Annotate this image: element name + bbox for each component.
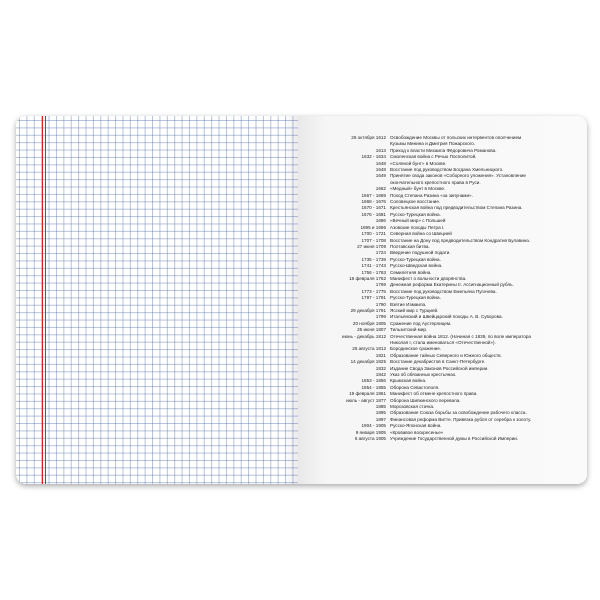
timeline-date: 1648 — [375, 167, 386, 173]
timeline-event: Полтавская битва. — [390, 243, 430, 249]
timeline-row — [300, 334, 583, 347]
timeline-date: 1695 и 1696 — [360, 224, 386, 230]
timeline-event: Взятие Измаила. — [390, 301, 427, 307]
grid-page — [16, 116, 298, 484]
timeline-date: 14 декабря 1825 — [350, 359, 386, 365]
timeline-date: 1700 - 1721 — [361, 231, 386, 237]
timeline-event: Денежная реформа Екатерины II. Ассигнационный рубль. — [390, 282, 514, 288]
timeline-date: 26 октября 1612 — [351, 135, 386, 140]
timeline-date: 1613 — [375, 147, 386, 153]
timeline-event: Русско-Турецкая война. — [390, 256, 441, 262]
timeline-date: 1769 — [375, 282, 386, 288]
timeline-event: Русско-Турецкая война. — [390, 295, 441, 301]
timeline-date: 1799 — [375, 314, 386, 320]
timeline-event: Принятие свода законов «Соборного уложения». Установление окончательного крепостного права в Руси. — [390, 173, 526, 185]
timeline-event: Бородинское сражение. — [390, 346, 442, 352]
timeline-event: Указ об обязанных крестьянах. — [390, 372, 457, 378]
timeline-event: Отечественная война 1812. (Начиная с 1839, по воле императора Николая I, стала именоваться «Отечественной»). — [390, 333, 531, 345]
timeline-date: июль - август 1877 — [346, 397, 386, 403]
timeline-event: Восстание под руководством Емельяна Пугачева. — [390, 288, 497, 294]
timeline-date: 27 июня 1709 — [357, 243, 386, 249]
timeline-event: Образование Союза борьбы за освобождение рабочего класса. — [390, 410, 527, 416]
timeline-event: Крымская война. — [390, 378, 427, 384]
timeline-event: Восстание декабристов в Санкт-Петербурге. — [390, 359, 486, 365]
timeline-event: Введение подушной подати. — [390, 250, 451, 256]
timeline-event: Северная война со Швецией — [390, 231, 452, 237]
timeline-date: 1686 — [375, 218, 386, 224]
timeline-date: 25 июня 1807 — [357, 327, 386, 333]
timeline-event: «Вечный мир» с Польшей — [390, 218, 446, 224]
timeline-date: июнь - декабрь 1812 — [342, 333, 386, 339]
timeline-event: Крестьянская война под предводительством Степана Разина. — [390, 205, 523, 211]
timeline-date: 1773 - 1775 — [361, 288, 386, 294]
timeline-event: Русско-Японская война. — [390, 423, 442, 429]
timeline-date: 1895 — [375, 410, 386, 416]
timeline-date: 1648 — [375, 160, 386, 166]
timeline-event: Восстание под руководством Богдана Хмельницкого. — [390, 167, 504, 173]
timeline-row — [300, 173, 583, 186]
timeline-date: 20 ноября 1805 — [352, 320, 386, 326]
timeline-date: 19 февраля 1861 — [349, 391, 386, 397]
notebook-spread — [16, 116, 587, 484]
timeline-date: 1707 - 1708 — [361, 237, 386, 243]
timeline-date: 9 января 1905 — [355, 429, 386, 435]
timeline-table — [300, 135, 583, 443]
timeline-event: Восстание на Дону под предводительством Кондратия Булавина. — [390, 237, 531, 243]
timeline-event: Смоленская война с Речью Посполитой. — [390, 154, 477, 160]
timeline-date: 1662 — [375, 186, 386, 192]
timeline-event: Оборона Шипкинского перевала. — [390, 397, 461, 403]
timeline-event: Издание Свода Законов Российской империи. — [390, 365, 489, 371]
timeline-event: Соловецкое восстание. — [390, 199, 441, 205]
timeline-event: «Соляной бунт» в Москве. — [390, 160, 447, 166]
timeline-row — [300, 436, 583, 442]
timeline-date: 1668 - 1676 — [361, 199, 386, 205]
timeline-date: 1904 - 1905 — [361, 423, 386, 429]
timeline-date: 1787 - 1791 — [361, 295, 386, 301]
timeline-date: 26 августа 1812 — [352, 346, 386, 352]
timeline-date: 1897 — [375, 416, 386, 422]
timeline-event: «Кровавое воскресенье» — [390, 429, 444, 435]
timeline-date: 1724 — [375, 250, 386, 256]
timeline-date: 1853 - 1856 — [361, 378, 386, 384]
timeline-event: Морозовская стачка. — [390, 404, 435, 410]
timeline-event: Итальянский и Швейцарский походы А. В. Суворова. — [390, 314, 503, 320]
timeline-event: Манифест об отмене крепостного права. — [390, 391, 478, 397]
timeline-date: 29 декабря 1791 — [350, 307, 386, 313]
timeline-date: 1670 - 1671 — [361, 205, 386, 211]
timeline-event: Оборона Севастополя. — [390, 384, 440, 390]
timeline-date: 1821 — [375, 352, 386, 358]
timeline-date: 1741 - 1743 — [361, 263, 386, 269]
timeline-event: Финансовая реформа Витте. Привязка рубля от серебра к золоту. — [390, 416, 532, 422]
timeline-date: 1790 — [375, 301, 386, 307]
timeline-event: Приход к власти Михаила Фёдоровича Романова. — [390, 147, 497, 153]
timeline-event: Азовские походы Петра I. — [390, 224, 445, 230]
timeline-event: Ясский мир с Турцией. — [390, 307, 439, 313]
timeline-date: 1842 — [375, 372, 386, 378]
timeline-date: 1649 — [375, 173, 386, 179]
timeline-date: 1756 - 1763 — [361, 269, 386, 275]
timeline-event: Освобождение Москвы от польских интервентов ополчением Кузьмы Минина и Дмитрия Пожарского. — [390, 135, 522, 147]
timeline-date: 1676 - 1681 — [361, 211, 386, 217]
timeline-event: Поход Степана Разина «за зипунами». — [390, 192, 473, 198]
timeline-event: Русско-Турецкая война. — [390, 211, 441, 217]
timeline-event: Русско-Шведская война. — [390, 263, 443, 269]
timeline-event: Образование тайных Северного и Южного обществ. — [390, 352, 502, 358]
timeline-date: 1667 - 1669 — [361, 192, 386, 198]
margin-line — [45, 116, 46, 484]
timeline-event: Сражение под Аустерлицем. — [390, 320, 452, 326]
margin-line — [42, 116, 43, 484]
timeline-event: Учреждение Государственной думы в Российской Империи. — [390, 436, 519, 442]
timeline-row — [300, 135, 583, 148]
timeline-date: 1632 - 1634 — [361, 154, 386, 160]
timeline-date: 1885 — [375, 404, 386, 410]
timeline-event: Тильзитский мир. — [390, 327, 428, 333]
timeline-date: 1832 — [375, 365, 386, 371]
timeline-date: 18 февраля 1762 — [349, 275, 386, 281]
timeline-date: 1854 - 1855 — [361, 384, 386, 390]
timeline-event: Семилетняя война. — [390, 269, 432, 275]
timeline-date: 6 августа 1905 — [354, 436, 386, 442]
timeline-date: 1735 - 1739 — [361, 256, 386, 262]
timeline-event: Манифест о вольности дворянства. — [390, 275, 467, 281]
timeline-event: «Медный» бунт в Москве. — [390, 186, 446, 192]
timeline-page — [298, 116, 587, 484]
